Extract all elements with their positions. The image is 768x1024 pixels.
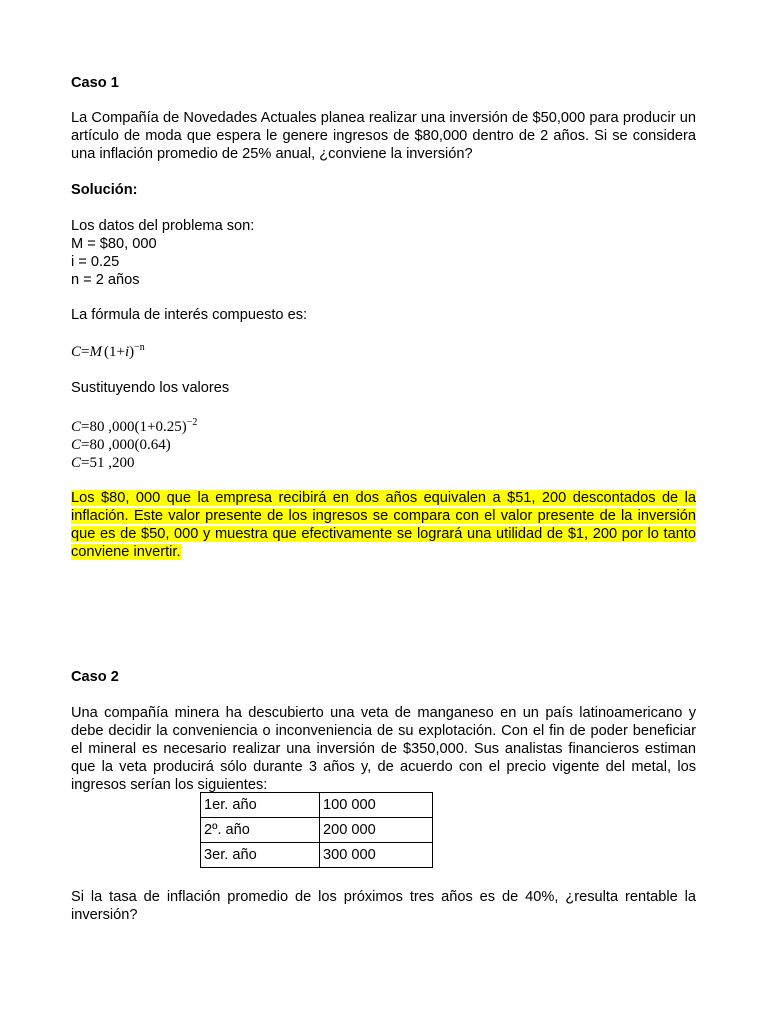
formula-open: ( bbox=[103, 344, 109, 360]
table-row bbox=[201, 818, 433, 843]
caso2-question: Si la tasa de inflación promedio de los próximos tres años es de 40%, ¿resulta rentable la inversión? bbox=[71, 889, 696, 923]
substitution-steps bbox=[71, 418, 696, 472]
data-line-m: M = $80, 000 bbox=[71, 236, 157, 252]
step2-rhs: =80 ,000 bbox=[81, 437, 135, 453]
income-cell: 300 000 bbox=[320, 843, 433, 868]
step1-rhs: =80 ,000 bbox=[81, 419, 135, 435]
step2-paren: (0.64) bbox=[134, 437, 171, 453]
caso2-title: Caso 2 bbox=[71, 669, 119, 685]
step2-lhs: C bbox=[71, 437, 82, 453]
step-1 bbox=[71, 418, 696, 436]
income-table bbox=[200, 792, 433, 868]
table-row bbox=[201, 843, 433, 868]
step-3 bbox=[71, 454, 696, 472]
formula-one-plus: 1+ bbox=[108, 344, 125, 360]
income-cell: 200 000 bbox=[320, 818, 433, 843]
step1-exponent: −2 bbox=[186, 417, 198, 428]
formula-eq: = bbox=[81, 344, 90, 360]
caso1-title: Caso 1 bbox=[71, 75, 119, 91]
formula-m: M bbox=[89, 344, 102, 360]
step1-paren: (1+0.25) bbox=[134, 419, 187, 435]
table-row bbox=[201, 793, 433, 818]
caso1-conclusion bbox=[71, 489, 696, 561]
formula-lhs: C bbox=[71, 344, 82, 360]
substitute-intro: Sustituyendo los valores bbox=[71, 380, 230, 396]
highlighted-conclusion: Los $80, 000 que la empresa recibirá en dos años equivalen a $51, 200 descontados de la inflación. Este valor presente de los ingresos se compara con el valor presente de la inversión que es de $50, 000 y muestra que efectivamente se logrará una utilidad de $1, 200 por lo tanto conviene invertir. bbox=[71, 490, 696, 560]
caso2-problem: Una compañía minera ha descubierto una veta de manganeso en un país latinoamericano y debe decidir la conveniencia o inconveniencia de su explotación. Con el fin de poder beneficiar el mineral es necesario realizar una inversión de $350,000. Sus analistas financieros estiman que la veta producirá sólo durante 3 años y, de acuerdo con el precio vigente del metal, los ingresos serían los siguientes: bbox=[71, 705, 696, 793]
year-cell: 3er. año bbox=[201, 843, 320, 868]
step-2 bbox=[71, 436, 696, 454]
caso1-solution-label: Solución: bbox=[71, 182, 138, 198]
caso1-data-block bbox=[71, 217, 696, 289]
year-cell: 2º. año bbox=[201, 818, 320, 843]
step3-lhs: C bbox=[71, 455, 82, 471]
data-intro: Los datos del problema son: bbox=[71, 218, 255, 234]
year-cell: 1er. año bbox=[201, 793, 320, 818]
formula-close: ) bbox=[129, 344, 135, 360]
caso1-problem: La Compañía de Novedades Actuales planea realizar una inversión de $50,000 para producir un artículo de moda que espera le genere ingresos de $80,000 dentro de 2 años. Si se considera una inflación promedio de 25% anual, ¿conviene la inversión? bbox=[71, 110, 696, 162]
formula-intro: La fórmula de interés compuesto es: bbox=[71, 307, 308, 323]
data-line-n: n = 2 años bbox=[71, 272, 140, 288]
income-cell: 100 000 bbox=[320, 793, 433, 818]
compound-interest-formula bbox=[71, 343, 696, 361]
step3-rhs: =51 ,200 bbox=[81, 455, 135, 471]
data-line-i: i = 0.25 bbox=[71, 254, 120, 270]
formula-i: i bbox=[124, 344, 130, 360]
formula-exponent: −n bbox=[134, 342, 145, 353]
step1-lhs: C bbox=[71, 419, 82, 435]
